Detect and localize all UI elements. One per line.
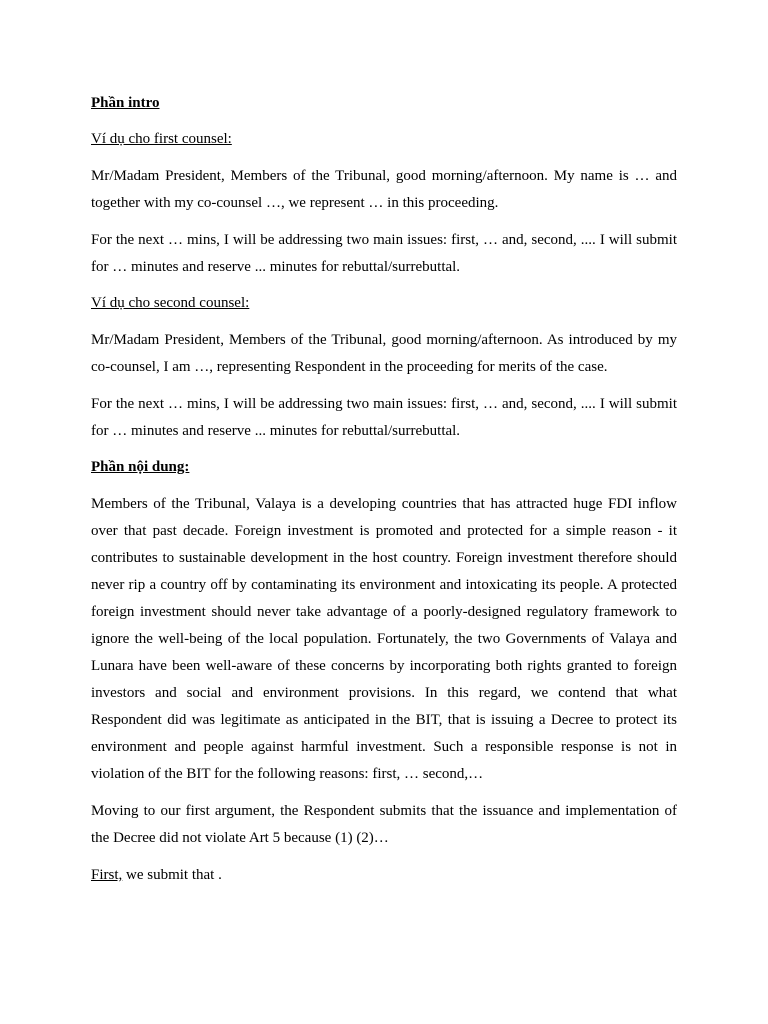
- first-rest-text: we submit that .: [122, 867, 222, 883]
- paragraph-second-counsel-greeting: Mr/Madam President, Members of the Tribunal, good morning/afternoon. As introduced by my co-counsel, I am …, representing Respondent in the proceeding for merits of the case.: [91, 332, 677, 375]
- paragraph-second-counsel-issues: For the next … mins, I will be addressing two main issues: first, … and, second, .... I will submit for … minutes and reserve ... minutes for rebuttal/surrebuttal.: [91, 396, 677, 439]
- first-lead-text: First,: [91, 867, 123, 883]
- subheading-first-counsel: Ví dụ cho first counsel:: [91, 131, 232, 147]
- paragraph-first-counsel-greeting: Mr/Madam President, Members of the Tribunal, good morning/afternoon. My name is … and together with my co-counsel …, we represent … in this proceeding.: [91, 168, 677, 211]
- paragraph-first-argument: Moving to our first argument, the Respondent submits that the issuance and implementation of the Decree did not violate Art 5 because (1) (2)…: [91, 803, 677, 846]
- paragraph-first-submission: [91, 862, 677, 889]
- heading-intro: Phần intro: [91, 95, 160, 111]
- paragraph-first-counsel-issues: For the next … mins, I will be addressing two main issues: first, … and, second, .... I will submit for … minutes and reserve ... minutes for rebuttal/surrebuttal.: [91, 232, 677, 275]
- paragraph-main-argument: Members of the Tribunal, Valaya is a developing countries that has attracted huge FDI inflow over that past decade. Foreign investment is promoted and protected for a simple reason - it contributes to sustainable development in the host country. Foreign investment therefore should never rip a country off by contaminating its environment and intoxicating its people. A protected foreign investment should never take advantage of a poorly-designed regulatory framework to ignore the well-being of the local population. Fortunately, the two Governments of Valaya and Lunara have been well-aware of these concerns by incorporating both rights granted to foreign investors and social and environment provisions. In this regard, we contend that what Respondent did was legitimate as anticipated in the BIT, that is issuing a Decree to protect its environment and people against harmful investment. Such a responsible response is not in violation of the BIT for the following reasons: first, … second,…: [91, 496, 677, 782]
- subheading-second-counsel: Ví dụ cho second counsel:: [91, 295, 250, 311]
- heading-content: Phần nội dung:: [91, 459, 190, 475]
